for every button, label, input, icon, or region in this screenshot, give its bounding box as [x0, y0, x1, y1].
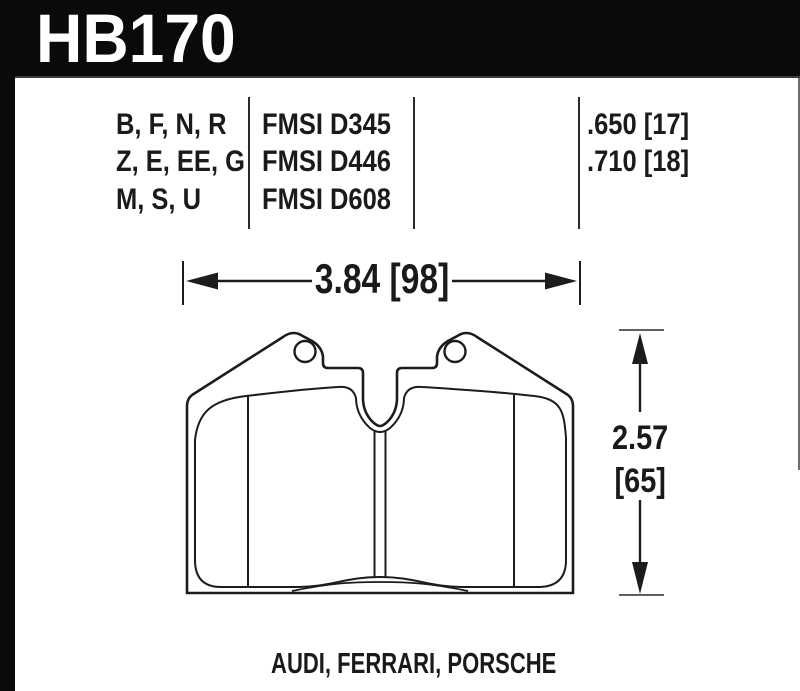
thickness-row1: .650 [17]: [587, 107, 690, 141]
right-arrowhead-icon: [545, 273, 577, 290]
right-mounting-hole: [445, 341, 466, 362]
up-arrowhead-icon: [632, 333, 648, 364]
width-dimension-arrow: [183, 261, 580, 305]
thickness-row2: .710 [18]: [587, 145, 690, 179]
compound-codes-row2: Z, E, EE, G: [116, 145, 245, 179]
vehicle-applications-text: AUDI, FERRARI, PORSCHE: [271, 648, 557, 680]
down-arrowhead-icon: [632, 562, 648, 594]
left-mounting-hole: [295, 341, 316, 362]
fmsi-row1: FMSI D345: [262, 107, 391, 141]
pad-outer-outline: [187, 333, 573, 593]
compound-codes-row3: M, S, U: [116, 182, 202, 216]
compound-codes-row1: B, F, N, R: [116, 107, 227, 141]
height-dimension-text-in: 2.57: [611, 419, 669, 457]
friction-material-outline: [195, 387, 566, 587]
part-number-text: HB170: [36, 0, 236, 77]
height-dimension-arrow: [619, 330, 664, 595]
bottom-chamfer-line: [292, 582, 468, 591]
fmsi-row2: FMSI D446: [262, 145, 391, 179]
height-dimension-text-mm: [65]: [614, 462, 666, 500]
fmsi-row3: FMSI D608: [262, 182, 391, 216]
left-arrowhead-icon: [186, 273, 218, 290]
width-dimension-text: 3.84 [98]: [314, 255, 450, 302]
